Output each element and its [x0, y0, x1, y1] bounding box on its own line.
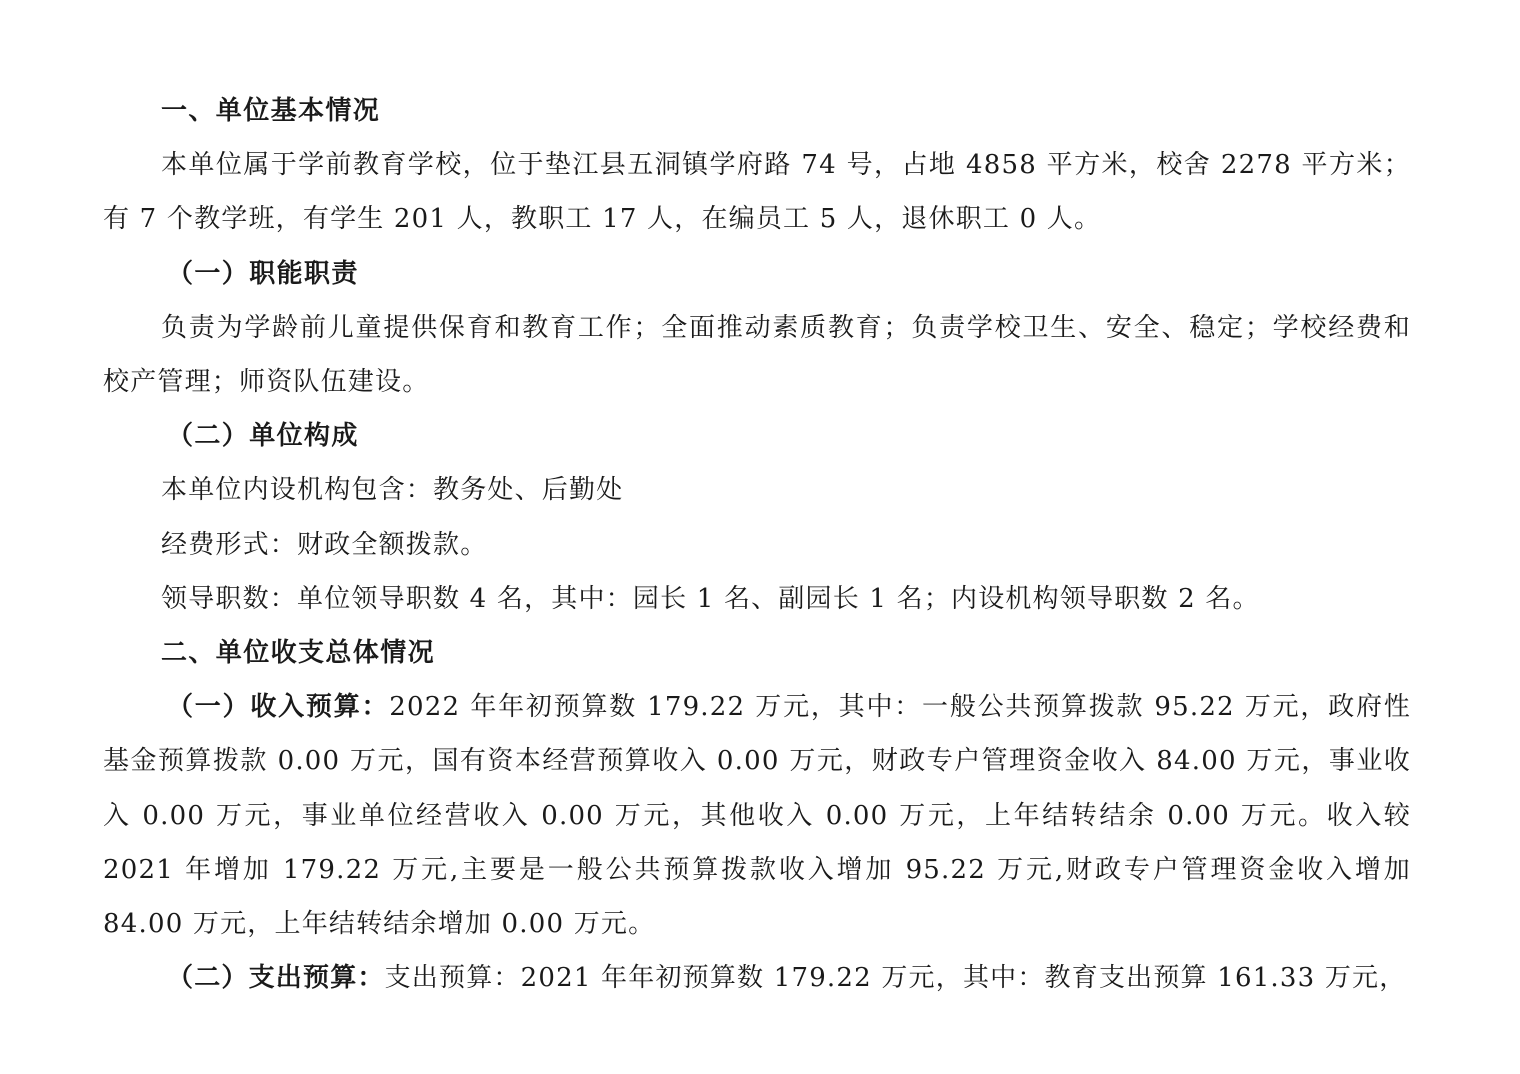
section-heading-budget-overview: 二、单位收支总体情况 [161, 638, 436, 669]
document-page [103, 84, 1411, 1005]
section-heading-basic-info: 一、单位基本情况 [161, 96, 381, 126]
expenditure-budget-lead: （二）支出预算： [167, 963, 385, 994]
paragraph-leadership-positions: 领导职数：单位领导职数 4 名，其中：园长 1 名、副园长 1 名；内设机构领导职数 2 名。 [161, 583, 1260, 614]
paragraph-expenditure-budget [103, 951, 1411, 1005]
subheading-duties: （一）职能职责 [167, 258, 359, 289]
paragraph-duties: 负责为学龄前儿童提供保育和教育工作；全面推动素质教育；负责学校卫生、安全、稳定；学校经费和校产管理；师资队伍建设。 [103, 312, 1411, 398]
income-budget-lead: （一）收入预算： [167, 692, 390, 723]
subheading-composition: （二）单位构成 [167, 421, 359, 452]
paragraph-funding-form: 经费形式：财政全额拨款。 [161, 529, 488, 560]
paragraph-income-budget [103, 680, 1411, 951]
paragraph-internal-departments: 本单位内设机构包含：教务处、后勤处 [161, 475, 624, 506]
income-budget-text: 2022 年年初预算数 179.22 万元，其中：一般公共预算拨款 95.22 万元，政府性基金预算拨款 0.00 万元，国有资本经营预算收入 0.00 万元，财政专户管理资金收入 84.00 万元，事业收入 0.00 万元，事业单位经营收入 0.00 万元，其他收入 0.00 万元，上年结转结余 0.00 万元。收入较 2021 年增加 179.22 万元,主要是一般公共预算拨款收入增加 95.22 万元,财政专户管理资金收入增加 84.00 万元，上年结转结余增加 0.00 万元。 [103, 692, 1411, 940]
expenditure-budget-text: 支出预算：2021 年年初预算数 179.22 万元，其中：教育支出预算 161.33 万元， [384, 963, 1407, 994]
paragraph-basic-info: 本单位属于学前教育学校，位于垫江县五洞镇学府路 74 号，占地 4858 平方米，校舍 2278 平方米；有 7 个教学班，有学生 201 人，教职工 17 人，在编员工 5 人，退休职工 0 人。 [103, 150, 1411, 235]
